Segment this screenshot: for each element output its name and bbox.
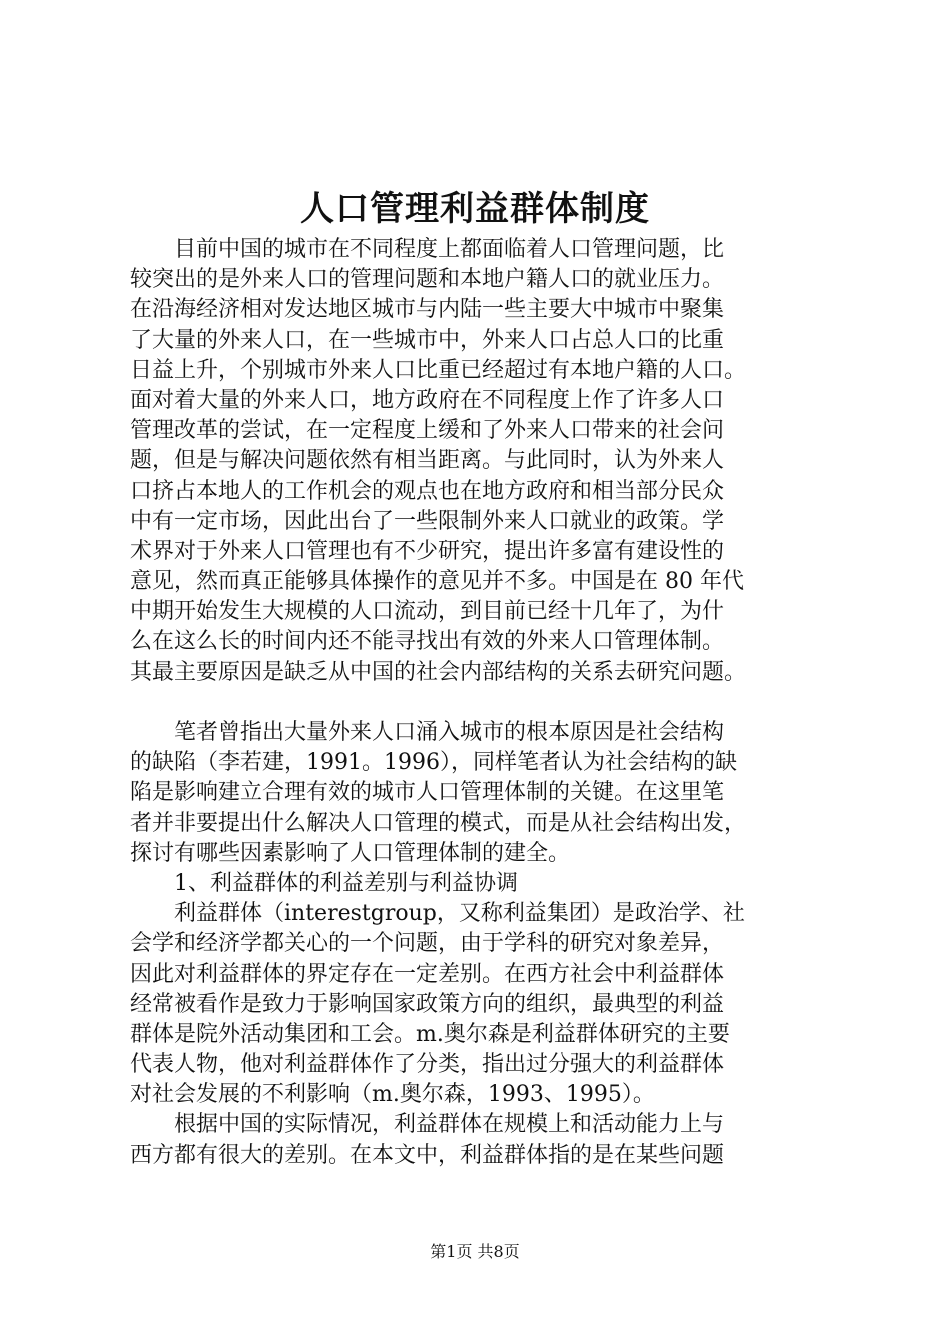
text-line: 目前中国的城市在不同程度上都面临着人口管理问题，比 <box>130 237 725 262</box>
text-line: 群体是院外活动集团和工会。m.奥尔森是利益群体研究的主要 <box>130 1021 730 1047</box>
text-line: 面对着大量的外来人口，地方政府在不同程度上作了许多人口 <box>130 387 725 413</box>
text-line: 管理改革的尝试，在一定程度上缓和了外来人口带来的社会问 <box>130 418 725 444</box>
text-line: 代表人物，他对利益群体作了分类，指出过分强大的利益群体 <box>130 1052 725 1078</box>
text-line: 因此对利益群体的界定存在一定差别。在西方社会中利益群体 <box>130 961 725 987</box>
text-line: 题，但是与解决问题依然有相当距离。与此同时，认为外来人 <box>130 448 725 474</box>
text-line: 1、利益群体的利益差别与利益协调 <box>130 870 518 896</box>
text-line: 口挤占本地人的工作机会的观点也在地方政府和相当部分民众 <box>130 478 725 504</box>
text-line: 利益群体（interestgroup，又称利益集团）是政治学、社 <box>130 901 745 927</box>
page-footer: 第1页 共8页 <box>430 1242 520 1261</box>
text-line: 笔者曾指出大量外来人口涌入城市的根本原因是社会结构 <box>130 720 725 745</box>
text-line: 探讨有哪些因素影响了人口管理体制的建全。 <box>130 840 571 866</box>
text-line: 会学和经济学都关心的一个问题，由于学科的研究对象差异， <box>130 931 725 957</box>
text-line: 术界对于外来人口管理也有不少研究，提出许多富有建设性的 <box>130 538 725 564</box>
text-line: 么在这么长的时间内还不能寻找出有效的外来人口管理体制。 <box>130 629 725 655</box>
text-line: 西方都有很大的差别。在本文中，利益群体指的是在某些问题 <box>130 1142 725 1168</box>
text-line: 日益上升，个别城市外来人口比重已经超过有本地户籍的人口。 <box>130 357 747 383</box>
text-line: 中期开始发生大规模的人口流动，到目前已经十几年了，为什 <box>130 599 725 625</box>
text-line: 者并非要提出什么解决人口管理的模式，而是从社会结构出发， <box>130 810 747 836</box>
text-line: 的缺陷（李若建，1991。1996），同样笔者认为社会结构的缺 <box>130 750 737 776</box>
text-line: 其最主要原因是缺乏从中国的社会内部结构的关系去研究问题。 <box>130 659 747 685</box>
text-line: 经常被看作是致力于影响国家政策方向的组织，最典型的利益 <box>130 991 725 1017</box>
document-body <box>130 235 846 1171</box>
text-line: 了大量的外来人口，在一些城市中，外来人口占总人口的比重 <box>130 327 725 353</box>
text-line: 意见，然而真正能够具体操作的意见并不多。中国是在 80 年代 <box>130 569 744 595</box>
paragraph-gap <box>130 688 846 718</box>
document-title: 人口管理利益群体制度 <box>300 189 650 229</box>
text-line: 陷是影响建立合理有效的城市人口管理体制的关键。在这里笔 <box>130 780 725 806</box>
text-line: 较突出的是外来人口的管理问题和本地户籍人口的就业压力。 <box>130 267 725 293</box>
text-line: 在沿海经济相对发达地区城市与内陆一些主要大中城市中聚集 <box>130 297 725 323</box>
text-line: 中有一定市场，因此出台了一些限制外来人口就业的政策。学 <box>130 508 725 534</box>
text-line: 对社会发展的不利影响（m.奥尔森，1993、1995）。 <box>130 1082 655 1108</box>
text-line: 根据中国的实际情况，利益群体在规模上和活动能力上与 <box>130 1112 725 1138</box>
